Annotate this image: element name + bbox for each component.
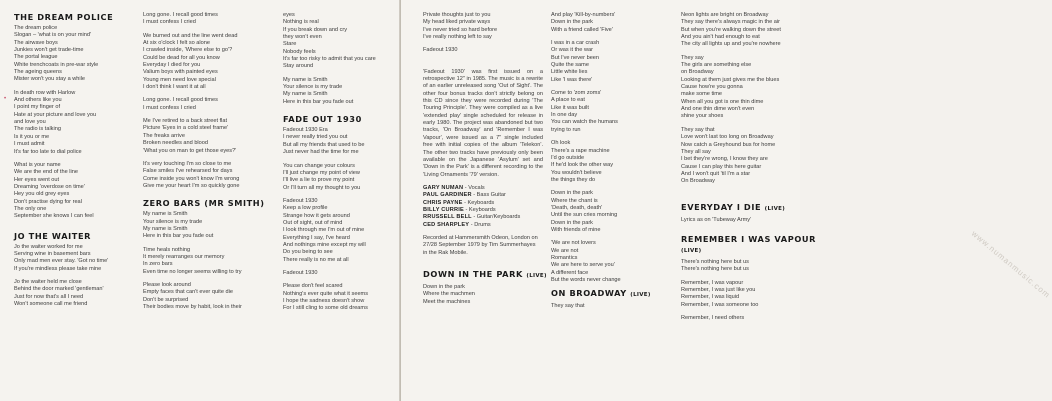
- lyric-line: I'll live a lie to prove my point: [283, 177, 355, 184]
- lyric-line: We are here to serve you': [551, 262, 615, 269]
- lyric-line: If you're mindless please take mine: [14, 265, 102, 272]
- lyrics-down-in-the-park: [423, 284, 543, 306]
- lyric-line: I never really tried you out: [283, 134, 348, 141]
- lyric-line: For I still cling to some old dreams: [283, 305, 368, 312]
- lyric-line: on Broadway: [681, 69, 714, 76]
- lyric-line: The airwave boys: [14, 39, 58, 46]
- lyric-line: Everyday I died for you: [143, 62, 201, 69]
- lyric-line: The only one: [14, 205, 47, 212]
- lyric-line: I bet they're wrong, I know they are: [681, 156, 768, 163]
- lyric-line: Serving wine in basement bars: [14, 250, 91, 257]
- credit-name: GARY NUMAN: [423, 184, 464, 191]
- lyric-line: Broken needles and blood: [143, 140, 209, 147]
- song-title-on-broadway: ON BROADWAY (LIVE): [551, 288, 651, 299]
- lyric-line: And one thin dime won't even: [681, 106, 755, 113]
- song-title-dream-police: THE DREAM POLICE: [14, 12, 114, 22]
- lyric-line: Even time no longer seems willing to try: [143, 268, 242, 275]
- lyric-line: Junkies won't get trade-time: [14, 47, 84, 54]
- lyric-line: Valium boys with painted eyes: [143, 69, 218, 76]
- lyric-line: And nothings mine except my will: [283, 241, 366, 248]
- lyric-line: Her eyes went out: [14, 176, 60, 183]
- lyric-line: Fadeout 1930: [283, 197, 318, 204]
- song-title-jo-the-waiter: JO THE WAITER: [14, 230, 92, 241]
- watermark: www.numanmusic.com: [969, 228, 1052, 301]
- lyric-line: Lyrics as on 'Tubeway Army': [681, 216, 752, 223]
- lyric-line: We burned out and the line went dead: [143, 32, 238, 39]
- lyric-line: We are not: [551, 247, 579, 254]
- lyric-line: Jo the waiter held me close: [14, 278, 82, 285]
- song-title-zero-bars: ZERO BARS (MR SMITH): [143, 198, 265, 209]
- lyric-line: Please don't feel scared: [283, 283, 343, 290]
- lyrics-down-in-the-park-continued: [551, 12, 669, 284]
- lyric-line: I must confess I cried: [143, 104, 196, 111]
- credit-role: - Keyboards: [463, 206, 496, 213]
- lyrics-dream-police: [14, 25, 136, 221]
- lyric-line: 'Death, death, death': [551, 204, 603, 211]
- lyric-line: Like it was built: [551, 104, 589, 111]
- lyric-line: If you break down and cry: [283, 26, 348, 33]
- lyric-line: Fadeout 1930: [423, 47, 458, 54]
- lyrics-fade-out-1930: [283, 127, 395, 313]
- lyric-line: September she knows I can feel: [14, 213, 94, 220]
- lyric-line: Remember, I was someone too: [681, 301, 759, 308]
- lyric-line: Quite the same: [551, 62, 589, 69]
- credit-role: - Drums: [469, 221, 491, 228]
- lyric-line: The ageing queens: [14, 69, 62, 76]
- lyric-line: And I won't quit 'til I'm a star: [681, 170, 751, 177]
- right-column-3: [681, 12, 817, 322]
- lyric-line: A different face: [551, 269, 589, 276]
- credit-role: - Vocals: [463, 184, 485, 191]
- lyric-line: Strange how it gets around: [283, 212, 350, 219]
- lyric-line: They say: [681, 54, 704, 61]
- lyric-line: Down in the park: [551, 219, 593, 226]
- lyric-line: Fadeout 1930 Era: [283, 127, 328, 134]
- lyric-line: make some time: [681, 91, 723, 98]
- lyrics-on-broadway: [551, 303, 669, 310]
- lyric-line: Cause I can play this here guitar: [681, 163, 762, 170]
- lyric-line: And play 'Kill-by-numbers': [551, 12, 616, 18]
- credit-line: [423, 222, 543, 229]
- lyric-line: Won't someone call me friend: [14, 301, 88, 307]
- lyric-line: Please look around: [143, 281, 191, 288]
- lyric-line: Fadeout 1930: [283, 269, 318, 276]
- lyric-line: I'll just change my point of view: [283, 169, 360, 176]
- lyric-line: I'd go outside: [551, 154, 585, 161]
- lyric-line: I crawled inside, 'Where else to go'?: [143, 47, 233, 54]
- lyric-line: My name is Smith: [283, 76, 328, 83]
- lyric-line: But I've never been: [551, 54, 600, 61]
- lyric-line: It merely rearranges our memory: [143, 253, 225, 260]
- lyric-line: I point my finger of: [14, 104, 61, 111]
- lyric-line: I've never tried so hard before: [423, 26, 498, 33]
- lyric-line: Their bodies move by habit, look in their: [143, 304, 242, 310]
- lyric-line: There really is no me at all: [283, 256, 349, 263]
- lyric-line: Looking at them just gives me the blues: [681, 76, 780, 83]
- credit-role: - Bass Guitar: [471, 192, 506, 199]
- lyric-line: Time heals nothing: [143, 246, 191, 253]
- lyric-line: At six o'clock I felt so alone: [143, 40, 210, 47]
- lyric-line: Nobody feels: [283, 48, 316, 55]
- credit-line: [423, 207, 543, 214]
- lyric-line: Remember, I was just like you: [681, 286, 756, 293]
- lyric-line: and love you: [14, 119, 46, 126]
- lyric-line: Keep a low profile: [283, 205, 328, 212]
- lyric-line: Just for now that's all I need: [14, 293, 84, 300]
- lyric-line: What is your name: [14, 161, 61, 168]
- credit-name: CHRIS PAYNE: [423, 199, 463, 206]
- lyric-line: Your silence is my trade: [143, 218, 203, 225]
- lyric-line: Out of sight, out of mind: [283, 219, 343, 226]
- lyric-line: My name is Smith: [143, 225, 188, 232]
- lyric-line: Little white lies: [551, 69, 588, 76]
- lyrics-zero-bars: [143, 211, 273, 311]
- lyrics-everyday-i-die: [681, 217, 799, 224]
- lyric-line: They say that: [681, 126, 715, 133]
- lyric-line: In death row with Harlow: [14, 89, 76, 96]
- lyric-line: Long gone. I recall good times: [143, 12, 218, 18]
- lyrics-fade-out-continued: [423, 12, 543, 55]
- lyric-line: When all you got is one thin dime: [681, 98, 764, 105]
- lyric-line: Stay around: [283, 63, 314, 70]
- lyric-line: The girls are something else: [681, 62, 752, 69]
- lyric-line: False smiles I've rehearsed for days: [143, 168, 233, 175]
- lyric-line: Meet the machines: [423, 298, 471, 305]
- lyric-line: Slogan – 'what is on your mind': [14, 32, 92, 39]
- left-column-2: [143, 12, 273, 311]
- lyric-line: And others like you: [14, 97, 62, 104]
- lyrics-zero-bars-continued: [283, 12, 395, 106]
- lyric-line: Down in the park: [551, 190, 593, 197]
- left-column-3: [283, 12, 395, 313]
- song-title-fade-out-1930: FADE OUT 1930: [283, 114, 362, 125]
- lyric-line: I hope the sadness doesn't show: [283, 298, 365, 304]
- song-title-down-in-the-park: DOWN IN THE PARK (LIVE): [423, 268, 547, 279]
- lyric-line: I've really nothing left to say: [423, 34, 492, 41]
- lyric-line: I must confess I cried: [143, 19, 196, 26]
- credit-name: CED SHARPLEY: [423, 221, 470, 228]
- lyric-line: With a friend called 'Five': [551, 26, 613, 33]
- lyric-line: Picture 'Eyes in a cold steel frame': [143, 125, 229, 132]
- credit-name: RRUSSELL BELL: [423, 214, 472, 221]
- lyric-line: Romantics: [551, 254, 578, 261]
- lyric-line: Could be dead for all you know: [143, 54, 220, 61]
- lyric-line: Do you being to see: [283, 249, 333, 256]
- lyric-line: The portal league: [14, 54, 58, 61]
- lyric-line: shine your shoes: [681, 113, 724, 120]
- lyric-line: Or was it the war: [551, 47, 593, 54]
- lyric-line: They say that: [551, 303, 585, 310]
- lyric-line: Oh look: [551, 140, 571, 147]
- credit-role: - Guitar/Keyboards: [471, 214, 521, 221]
- lyric-line: Just never had the time for me: [283, 149, 359, 156]
- lyric-line: It's far too risky to admit that you care: [283, 56, 376, 63]
- credit-name: BILLY CURRIE: [423, 206, 464, 213]
- lyric-line: They all say: [681, 148, 711, 155]
- lyric-line: they won't even: [283, 34, 322, 41]
- lyric-line: The freaks arrive: [143, 132, 185, 139]
- lyric-line: Now catch a Greyhound bus for home: [681, 141, 776, 148]
- lyric-line: Cause how're you gonna: [681, 84, 743, 91]
- lyric-line: With friends of mine: [551, 226, 601, 233]
- lyric-line: Remember, I need others: [681, 314, 745, 321]
- lyric-line: Your silence is my trade: [283, 84, 343, 91]
- lyric-line: My name is Smith: [283, 91, 328, 98]
- lyric-line: Love won't last too long on Broadway: [681, 134, 774, 141]
- lyric-line: Until the sun cries morning: [551, 212, 618, 219]
- lyric-line: There's a rape machine: [551, 147, 610, 154]
- lyric-line: Jo the waiter worked for me: [14, 243, 83, 250]
- lyrics-jo-the-waiter: [14, 244, 136, 309]
- lyric-line: Long gone. I recall good times: [143, 97, 218, 104]
- lyric-line: Where the machmen: [423, 291, 475, 298]
- lyric-line: There's nothing here but us: [681, 258, 749, 265]
- lyric-line: But all my friends that used to be: [283, 141, 365, 148]
- lyric-line: We are the end of the line: [14, 169, 78, 176]
- lyric-line: You can watch the humans: [551, 119, 618, 126]
- lyric-line: The dream police: [14, 25, 58, 31]
- lyric-line: Nothing is real: [283, 19, 319, 26]
- lyric-line: And you ain't had enough to eat: [681, 34, 760, 41]
- lyric-line: I was in a car crash: [551, 40, 600, 47]
- lyrics-on-broadway-continued: [681, 12, 799, 186]
- song-live-tag: (LIVE): [681, 247, 702, 254]
- recording-note: [423, 235, 543, 257]
- lyric-line: in the Rak Mobile.: [423, 249, 468, 256]
- left-page: [0, 0, 400, 401]
- lyric-line: Only mad men ever stay. 'Got no time': [14, 258, 109, 265]
- lyric-line: Behind the door marked 'gentleman': [14, 286, 104, 293]
- lyric-line: Remember, I was vapour: [681, 279, 744, 286]
- lyric-line: You wouldn't believe: [551, 169, 602, 176]
- lyric-line: The city all lights up and you're nowhere: [681, 41, 781, 48]
- lyric-line: But the words never change: [551, 277, 621, 283]
- band-credits: [423, 185, 543, 229]
- lyric-line: Mister won't you stay a while: [14, 76, 86, 83]
- lyric-line: I must admit: [14, 141, 45, 148]
- lyric-line: Here in this bar you fade out: [283, 98, 354, 105]
- lyric-line: Come to 'zom zoms': [551, 90, 602, 97]
- lyric-line: Everything I say, I've heard: [283, 234, 350, 241]
- lyric-line: My head liked private ways: [423, 19, 491, 26]
- lyrics-remember-i-was-vapour: [681, 259, 799, 322]
- lyric-line: I look through me I'm out of mine: [283, 227, 365, 234]
- lyric-line: Where the chant is: [551, 197, 598, 204]
- right-column-2: [551, 12, 669, 311]
- lyric-line: You can change your colours: [283, 162, 355, 169]
- credit-line: [423, 214, 543, 221]
- lyric-line: Give me your heart I'm so quickly gone: [143, 182, 240, 189]
- lyric-line: Neon lights are bright on Broadway: [681, 12, 769, 18]
- lyric-line: Hate at your picture and love you: [14, 111, 97, 118]
- lyric-line: Don't be surprised: [143, 296, 189, 303]
- lyric-line: They say there's always magic in the air: [681, 19, 780, 26]
- lyrics-jo-the-waiter-continued: [143, 12, 273, 190]
- lyric-line: Remember, I was liquid: [681, 294, 740, 301]
- lyric-line: Or I'll turn all my thought to you: [283, 184, 361, 191]
- liner-note: 'Fadeout 1930' was first issued on a retrospective 12" in 1985. The music is a rewrite of an earlier unreleased song 'Out of Sight'. The other four bonus tracks don't strictly belong on this CD since they were recorded during 'The Touring Principle'. They were compiled as a live 'extended play' single scheduled for release in early 1980. The project was abandoned but two tracks, 'On Broadway' and 'Remember I was Vapour', were issued as a 7" single included free with initial copies of the album 'Telekon'. The other two tracks have previously only been available on the Japanese 'Asylum' set and 'Down in the Park' is a different recording to the 'Living Ornaments '79' version.: [423, 68, 543, 178]
- lyric-line: Stare: [283, 41, 297, 48]
- lyric-line: Here in this bar you fade out: [143, 233, 214, 240]
- lyric-line: The radio is talking: [14, 126, 61, 133]
- page-marker: •: [4, 96, 7, 102]
- lyric-line: Private thoughts just to you: [423, 12, 491, 18]
- lyric-line: eyes: [283, 12, 295, 18]
- lyric-line: Recorded at Hammersmith Odeon, London on: [423, 234, 538, 241]
- lyric-line: My name is Smith: [143, 211, 188, 218]
- right-column-1: [423, 12, 547, 306]
- credit-role: - Keyboards: [462, 199, 495, 206]
- lyric-line: 27/28 September 1979 by Tim Summerhayes: [423, 242, 536, 249]
- left-column-1: [14, 12, 136, 308]
- lyric-line: It's far too late to dial police: [14, 148, 82, 155]
- lyric-line: White trenchcoats in pre-war style: [14, 61, 99, 68]
- lyric-line: Down in the park: [551, 19, 593, 26]
- lyric-line: Nothing's ever quite what it seems: [283, 290, 369, 297]
- lyric-line: There's nothing here but us: [681, 266, 749, 273]
- song-title-remember-i-was-vapour: REMEMBER I WAS VAPOUR: [681, 233, 817, 244]
- lyric-line: trying to run: [551, 126, 581, 133]
- lyric-line: It's very touching I'm so close to me: [143, 160, 232, 167]
- lyric-line: Down in the park: [423, 283, 465, 290]
- lyric-line: Hey you old grey eyes: [14, 191, 70, 198]
- lyric-line: Young men need love special: [143, 76, 216, 83]
- credit-line: [423, 192, 543, 199]
- lyric-line: Like 'I was there': [551, 76, 593, 83]
- credit-line: [423, 200, 543, 207]
- lyric-line: 'What you on man to get those eyes?': [143, 147, 237, 154]
- credit-name: PAUL GARDINER: [423, 192, 472, 199]
- lyric-line: Don't practise dying for real: [14, 198, 82, 205]
- lyric-line: Me I've retired to a back street flat: [143, 118, 228, 125]
- lyric-line: I don't think I want it at all: [143, 84, 206, 91]
- lyric-line: Come inside you won't know I'm wrong: [143, 175, 240, 182]
- lyric-line: On Broadway: [681, 178, 715, 185]
- lyric-line: Empty faces that can't ever quite die: [143, 289, 233, 296]
- song-title-everyday-i-die: EVERYDAY I DIE (LIVE): [681, 201, 786, 212]
- lyric-line: But when you're walking down the street: [681, 26, 781, 33]
- lyric-line: A place to eat: [551, 97, 585, 104]
- lyric-line: the things they do: [551, 176, 596, 183]
- credit-line: [423, 185, 543, 192]
- lyric-line: Is it you or me: [14, 133, 50, 140]
- lyric-line: In zero bars: [143, 261, 173, 268]
- lyric-line: If he'd look the other way: [551, 162, 614, 169]
- lyric-line: Dreaming 'overdose on time': [14, 183, 85, 190]
- lyric-line: In one day: [551, 112, 578, 119]
- lyric-line: 'We are not lovers: [551, 240, 596, 247]
- right-page: [401, 0, 1052, 401]
